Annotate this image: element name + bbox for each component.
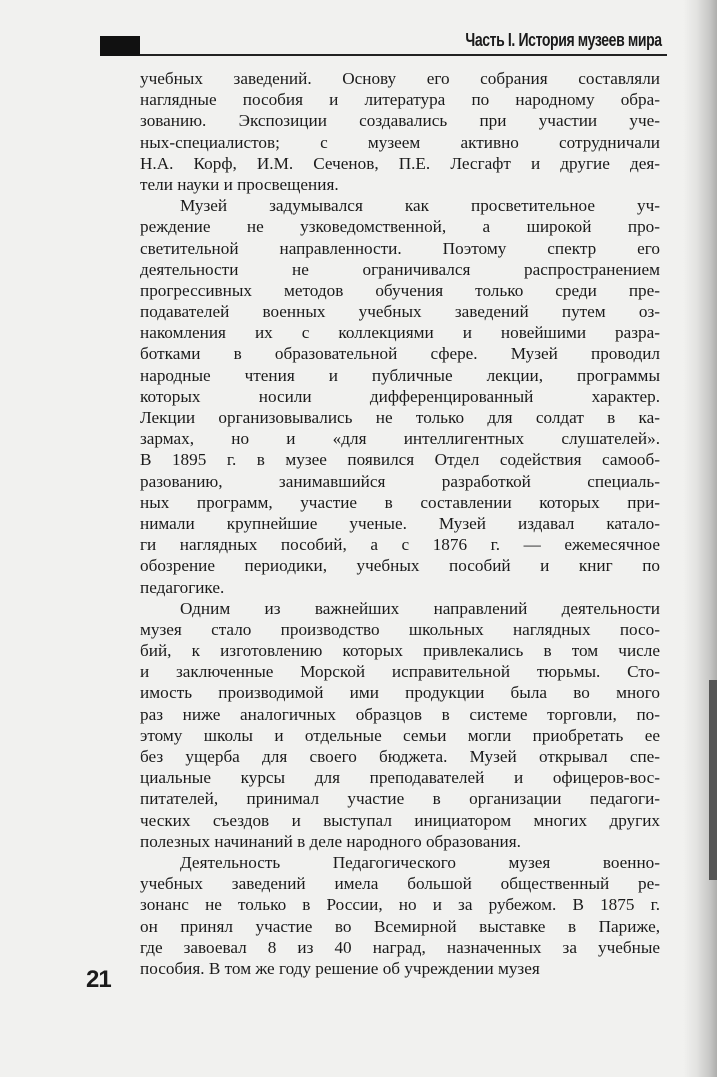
text-line: пособия. В том же году решение об учреждении музея: [140, 958, 540, 978]
text-line: Музей задумывался как просветительное уч-: [180, 196, 660, 216]
header-marker: [100, 36, 140, 56]
text-line: деятельности не ограничивался распространением: [140, 259, 660, 279]
text-line: без ущерба для своего бюджета. Музей открывал спе-: [140, 747, 660, 766]
text-line: и заключенные Морской исправительной тюрьмы. Сто-: [140, 662, 660, 682]
paragraph: [140, 195, 660, 598]
text-line: имость производимой ими продукции была во много: [140, 683, 660, 703]
text-line: В 1895 г. в музее появился Отдел содействия самооб-: [140, 450, 660, 470]
text-line: зованию. Экспозиции создавались при участии уче-: [140, 111, 660, 131]
text-line: полезных начинаний в деле народного образования.: [140, 831, 521, 851]
text-line: разованию, занимавшийся разработкой специаль-: [140, 471, 660, 491]
text-line: Деятельность Педагогического музея военно-: [180, 852, 660, 872]
text-line: зонанс не только в России, но и за рубежом. В 1875 г.: [140, 895, 660, 915]
text-line: Н.А. Корф, И.М. Сеченов, П.Е. Лесгафт и другие дея-: [140, 153, 660, 173]
text-line: тели науки и просвещения.: [140, 174, 339, 194]
text-line: обозрение периодики, учебных пособий и книг по: [140, 556, 660, 576]
text-line: этому школы и отдельные семьи могли приобретать ее: [140, 725, 660, 745]
text-line: ботками в образовательной сфере. Музей проводил: [140, 344, 660, 364]
text-line: подавателей военных учебных заведений путем оз-: [140, 302, 660, 322]
text-line: Лекции организовывались не только для солдат в ка-: [140, 408, 660, 427]
page-number: 21: [86, 966, 111, 993]
text-line: прогрессивных методов обучения только среди пре-: [140, 280, 660, 300]
text-line: Одним из важнейших направлений деятельности: [180, 598, 660, 618]
text-line: ческих съездов и выступал инициатором многих других: [140, 810, 660, 830]
text-line: которых носили дифференцированный характер.: [140, 386, 660, 406]
text-line: светительной направленности. Поэтому спектр его: [140, 238, 660, 258]
text-line: питателей, принимал участие в организации педагоги-: [140, 789, 660, 809]
header-rule: [140, 54, 667, 56]
text-line: он принял участие во Всемирной выставке в Париже,: [140, 916, 660, 936]
text-line: где завоевал 8 из 40 наград, назначенных за учебные: [140, 937, 660, 957]
paragraph: [140, 68, 660, 195]
text-line: ных-специалистов; с музеем активно сотрудничали: [140, 132, 660, 152]
text-line: учебных заведений. Основу его собрания составляли: [140, 69, 660, 88]
text-line: ных программ, участие в составлении которых при-: [140, 492, 660, 512]
text-line: музея стало производство школьных наглядных посо-: [140, 619, 660, 639]
text-line: наглядные пособия и литература по народному обра-: [140, 90, 660, 110]
page-edge-shadow: [683, 0, 717, 1077]
text-line: реждение не узковедомственной, а широкой про-: [140, 217, 660, 237]
edge-mark: [709, 680, 717, 880]
running-head: Часть I. История музеев мира: [465, 30, 662, 50]
text-line: циальные курсы для преподавателей и офицеров-вос-: [140, 768, 660, 788]
text-line: зармах, но и «для интеллигентных слушателей».: [140, 429, 660, 449]
text-line: бий, к изготовлению которых привлекались в том числе: [140, 641, 660, 661]
paragraph: [140, 598, 660, 852]
text-line: народные чтения и публичные лекции, программы: [140, 365, 660, 385]
paragraph: [140, 852, 660, 979]
text-line: накомления их с коллекциями и новейшими разра-: [140, 323, 660, 343]
text-line: педагогике.: [140, 577, 225, 597]
text-line: нимали крупнейшие ученые. Музей издавал катало-: [140, 513, 660, 533]
text-line: ги наглядных пособий, а с 1876 г. — ежемесячное: [140, 535, 660, 555]
text-line: учебных заведений имела большой общественный ре-: [140, 874, 660, 894]
body-text: [140, 68, 660, 979]
text-line: раз ниже аналогичных образцов в системе торговли, по-: [140, 704, 660, 724]
